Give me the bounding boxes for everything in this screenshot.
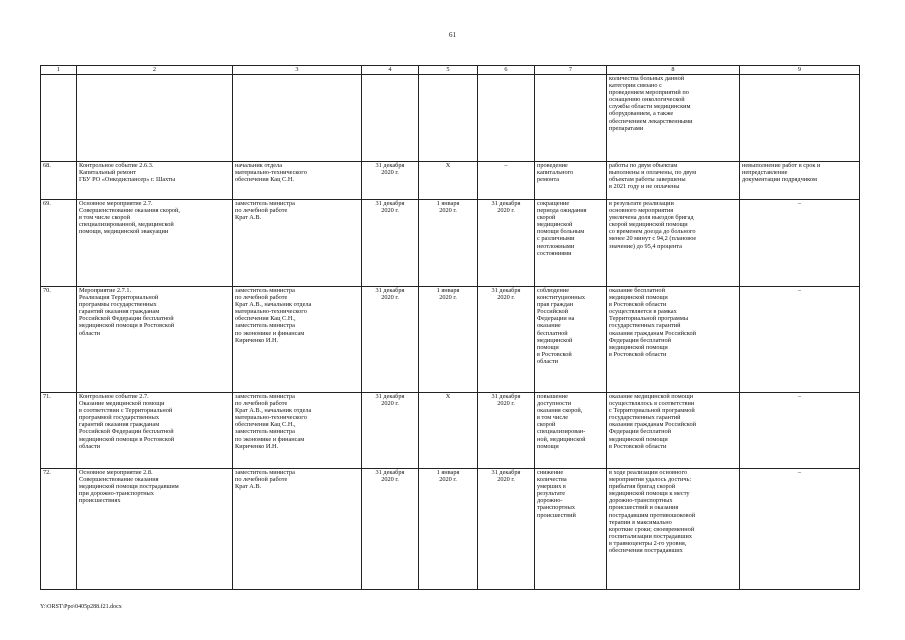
problems-cell: невыполнение работ в срок и непредставление документации подрядчиком xyxy=(740,162,860,200)
planned-date-cell: 31 декабря 2020 г. xyxy=(362,200,419,287)
actual-result-cell: в ходе реализации основного мероприятия удалось достичь: прибытия бригад скорой медицинской помощи к месту дорожно-транспортных происшествий и оказания пострадавшим противошоковой терапии в максимально короткие сроки; своевременной госпитализации пострадавших в травмоцентры 2-го уровня, обеспечения пострадавших xyxy=(607,469,740,590)
table-row xyxy=(41,75,860,162)
table-row xyxy=(41,287,860,393)
column-header: 7 xyxy=(535,66,607,75)
column-header: 8 xyxy=(607,66,740,75)
planned-date-cell: 31 декабря 2020 г. xyxy=(362,469,419,590)
problems-cell: – xyxy=(740,287,860,393)
row-number-cell: 72. xyxy=(41,469,77,590)
table-row xyxy=(41,162,860,200)
row-number-cell: 68. xyxy=(41,162,77,200)
column-header: 6 xyxy=(478,66,535,75)
actual-end-cell: 31 декабря 2020 г. xyxy=(478,393,535,469)
actual-result-cell: работы по двум объектам выполнены и оплачены, по двум объектам работы завершены в 2021 году и не оплачены xyxy=(607,162,740,200)
problems-cell: – xyxy=(740,200,860,287)
responsible-cell: заместитель министра по лечебной работе Крат А.В., начальник отдела материально-технического обеспечения Кац С.Н., заместитель министра по экономике и финансам Кириченко И.Н. xyxy=(233,287,362,393)
column-header: 9 xyxy=(740,66,860,75)
column-header: 3 xyxy=(233,66,362,75)
event-cell: Основное мероприятие 2.8. Совершенствование оказания медицинской помощи пострадавшим при дорожно-транспортных происшествиях xyxy=(77,469,233,590)
planned-result-cell: проведение капитального ремонта xyxy=(535,162,607,200)
row-number-cell: 71. xyxy=(41,393,77,469)
responsible-cell: начальник отдела материально-технического обеспечения Кац С.Н. xyxy=(233,162,362,200)
report-table xyxy=(40,65,860,590)
footer-file-path: Y:\ORST\Ppo\0405p288.f21.docx xyxy=(40,604,122,610)
actual-end-cell: 31 декабря 2020 г. xyxy=(478,469,535,590)
event-cell: Мероприятие 2.7.1. Реализация Территориальной программы государственных гарантий оказания гражданам Российской Федерации бесплатной медицинской помощи в Ростовской области xyxy=(77,287,233,393)
page-number: 61 xyxy=(449,31,456,39)
problems-cell: – xyxy=(740,393,860,469)
responsible-cell: заместитель министра по лечебной работе Крат А.В. xyxy=(233,200,362,287)
actual-end-cell: – xyxy=(478,162,535,200)
responsible-cell xyxy=(233,75,362,162)
actual-result-cell: количества больных данной категории связано с проведением мероприятий по оснащению онкологической службы области медицинским оборудованием, а также обеспечением лекарственными препаратами xyxy=(607,75,740,162)
actual-end-cell: 31 декабря 2020 г. xyxy=(478,287,535,393)
planned-result-cell xyxy=(535,75,607,162)
responsible-cell: заместитель министра по лечебной работе Крат А.В. xyxy=(233,469,362,590)
column-header: 1 xyxy=(41,66,77,75)
event-cell: Основное мероприятие 2.7. Совершенствование оказания скорой, в том числе скорой специализированной, медицинской помощи, медицинской эвакуации xyxy=(77,200,233,287)
actual-start-cell: 1 января 2020 г. xyxy=(419,200,478,287)
actual-result-cell: оказание медицинской помощи осуществлялось в соответствии с Территориальной программой государственных гарантий оказания гражданам Российской Федерации бесплатной медицинской помощи в Ростовской области xyxy=(607,393,740,469)
planned-date-cell: 31 декабря 2020 г. xyxy=(362,393,419,469)
actual-start-cell: X xyxy=(419,393,478,469)
responsible-cell: заместитель министра по лечебной работе Крат А.В., начальник отдела материально-технического обеспечения Кац С.Н., заместитель министра по экономике и финансам Кириченко И.Н. xyxy=(233,393,362,469)
row-number-cell xyxy=(41,75,77,162)
actual-result-cell: в результате реализации основного мероприятия увеличена доля выездов бригад скорой медицинской помощи со временем доезда до больного менее 20 минут с 94,2 (плановое значение) до 95,4 процента xyxy=(607,200,740,287)
event-cell xyxy=(77,75,233,162)
column-header: 5 xyxy=(419,66,478,75)
actual-end-cell xyxy=(478,75,535,162)
actual-end-cell: 31 декабря 2020 г. xyxy=(478,200,535,287)
planned-result-cell: снижение количества умерших в результате дорожно- транспортных происшествий xyxy=(535,469,607,590)
actual-result-cell: оказание бесплатной медицинской помощи в Ростовской области осуществляется в рамках Территориальной программы государственных гарантий оказания гражданам Российской Федерации бесплатной медицинской помощи в Ростовской области xyxy=(607,287,740,393)
row-number-cell: 69. xyxy=(41,200,77,287)
problems-cell: – xyxy=(740,469,860,590)
actual-start-cell: 1 января 2020 г. xyxy=(419,287,478,393)
column-header: 4 xyxy=(362,66,419,75)
problems-cell xyxy=(740,75,860,162)
table-row xyxy=(41,469,860,590)
column-header: 2 xyxy=(77,66,233,75)
table-row xyxy=(41,200,860,287)
actual-start-cell xyxy=(419,75,478,162)
event-cell: Контрольное событие 2.6.3. Капитальный ремонт ГБУ РО «Онкодиспансер» г. Шахты xyxy=(77,162,233,200)
actual-start-cell: 1 января 2020 г. xyxy=(419,469,478,590)
planned-result-cell: соблюдение конституционных прав граждан Российской Федерации на оказание бесплатной медицинской помощи в Ростовской области xyxy=(535,287,607,393)
event-cell: Контрольное событие 2.7. Оказание медицинской помощи в соответствии с Территориальной программой государственных гарантий оказания гражданам Российской Федерации бесплатной медицинской помощи в Ростовской области xyxy=(77,393,233,469)
table-row xyxy=(41,393,860,469)
row-number-cell: 70. xyxy=(41,287,77,393)
planned-result-cell: сокращение периода ожидания скорой медицинской помощи больным с различными неотложными состояниями xyxy=(535,200,607,287)
planned-date-cell: 31 декабря 2020 г. xyxy=(362,287,419,393)
actual-start-cell: X xyxy=(419,162,478,200)
planned-result-cell: повышение доступности оказания скорой, в том числе скорой специализирован- ной, медицинской помощи xyxy=(535,393,607,469)
planned-date-cell xyxy=(362,75,419,162)
column-number-row xyxy=(41,66,860,75)
planned-date-cell: 31 декабря 2020 г. xyxy=(362,162,419,200)
